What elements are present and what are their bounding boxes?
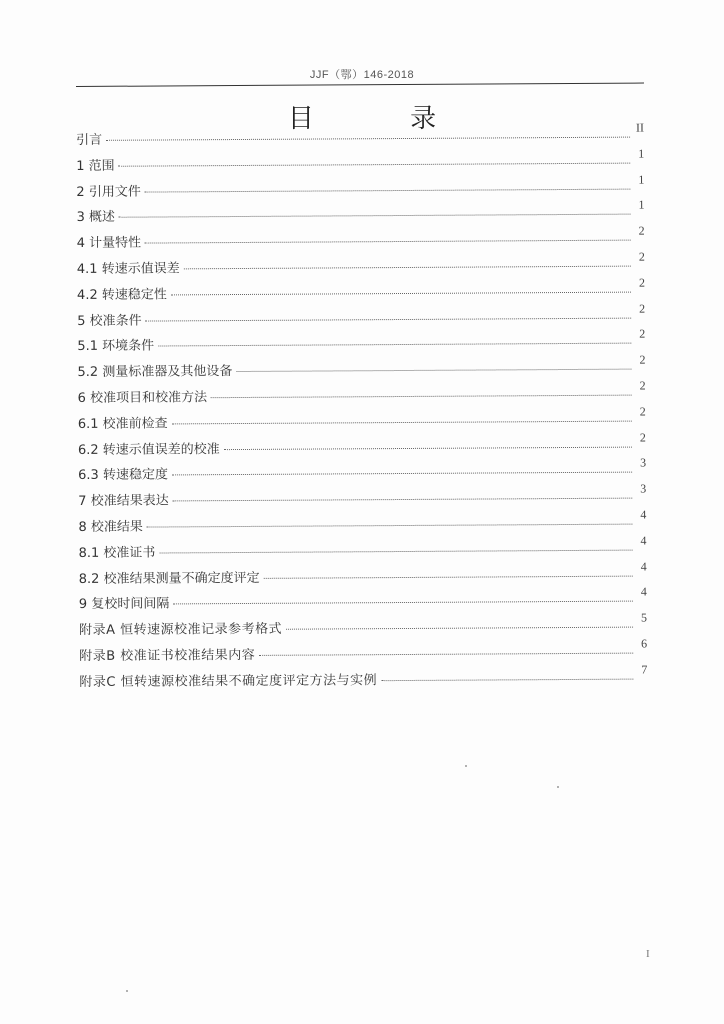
toc-entry-label: 2 引用文件 bbox=[76, 184, 141, 200]
dot-leader bbox=[173, 498, 633, 502]
toc-entry[interactable] bbox=[78, 481, 647, 515]
toc-entry[interactable] bbox=[76, 275, 645, 308]
toc-entry[interactable] bbox=[76, 249, 645, 283]
toc-entry[interactable] bbox=[77, 430, 646, 463]
dot-leader bbox=[286, 627, 633, 630]
toc-entry-page: 5 bbox=[640, 610, 648, 625]
toc-entry-page: 1 bbox=[638, 172, 645, 187]
toc-entry-label: 3 概述 bbox=[76, 210, 116, 226]
toc-entry-page: 4 bbox=[640, 559, 647, 574]
toc-entry-label: 4.2 转速稳定性 bbox=[76, 287, 167, 303]
toc-entry-label: 9 复校时间间隔 bbox=[78, 596, 170, 613]
toc-entry-label: 7 校准结果表达 bbox=[78, 493, 169, 510]
toc-entry-page: 2 bbox=[638, 249, 645, 264]
toc-entry-label: 6 校准项目和校准方法 bbox=[77, 390, 208, 406]
footer-page-number: I bbox=[646, 948, 650, 960]
toc-entry-label: 8.1 校准证书 bbox=[78, 545, 156, 561]
toc-entry-page: 2 bbox=[639, 326, 646, 341]
dot-leader bbox=[146, 317, 632, 321]
toc-entry-label: 5 校准条件 bbox=[77, 313, 142, 329]
toc-entry[interactable] bbox=[77, 352, 646, 386]
scan-speck bbox=[126, 990, 128, 992]
toc-entry-page: 2 bbox=[639, 378, 646, 393]
toc-entry-label: 8.2 校准结果测量不确定度评定 bbox=[78, 570, 260, 587]
dot-leader bbox=[381, 678, 633, 681]
dot-leader bbox=[259, 653, 633, 656]
toc-entry-label: 附录C 恒转速源校准结果不确定度评定方法与实例 bbox=[79, 672, 378, 690]
dot-leader bbox=[224, 446, 632, 449]
dot-leader bbox=[211, 395, 632, 399]
toc-entry[interactable] bbox=[77, 404, 646, 437]
toc-entry[interactable] bbox=[78, 455, 647, 489]
toc-entry[interactable] bbox=[78, 533, 647, 566]
toc-entry[interactable] bbox=[76, 223, 645, 257]
toc-entry[interactable] bbox=[76, 120, 645, 154]
dot-leader bbox=[145, 188, 631, 192]
toc-entry-label: 4 计量特性 bbox=[76, 235, 142, 252]
toc-entry[interactable] bbox=[76, 172, 645, 205]
toc-entry-label: 4.1 转速示值误差 bbox=[76, 261, 180, 277]
toc-entry-page: 4 bbox=[640, 507, 647, 522]
toc-entry-page: II bbox=[635, 120, 645, 135]
scan-speck bbox=[465, 765, 467, 767]
header-rule bbox=[76, 83, 644, 87]
toc-entry[interactable] bbox=[77, 378, 646, 411]
toc-entry-page: 3 bbox=[640, 455, 647, 470]
running-header: JJF（鄂）146-2018 bbox=[309, 69, 415, 81]
toc-entry-page: 2 bbox=[638, 223, 645, 238]
toc-entry-label: 附录A 恒转速源校准记录参考格式 bbox=[79, 621, 283, 639]
toc-entry-page: 6 bbox=[641, 636, 648, 651]
toc-entry-page: 4 bbox=[640, 584, 647, 599]
dot-leader bbox=[172, 472, 632, 476]
toc-entry-label: 附录B 校准证书校准结果内容 bbox=[79, 647, 256, 664]
dot-leader bbox=[158, 343, 631, 347]
toc-entry[interactable] bbox=[76, 197, 645, 231]
toc-entry-page: 1 bbox=[638, 197, 645, 212]
toc-entry-page: 2 bbox=[639, 352, 646, 367]
toc-entry-label: 6.1 校准前检查 bbox=[77, 416, 168, 432]
dot-leader bbox=[119, 214, 631, 218]
dot-leader bbox=[173, 601, 633, 605]
toc-entry[interactable] bbox=[77, 326, 646, 360]
dot-leader bbox=[106, 137, 630, 141]
dot-leader bbox=[236, 369, 631, 372]
dot-leader bbox=[172, 420, 632, 424]
dot-leader bbox=[171, 291, 631, 295]
table-of-contents bbox=[76, 120, 648, 696]
toc-entry[interactable] bbox=[79, 610, 648, 644]
toc-entry-page: 2 bbox=[639, 404, 646, 419]
toc-entry[interactable] bbox=[76, 146, 645, 179]
toc-entry-label: 引言 bbox=[76, 132, 103, 148]
toc-entry-page: 2 bbox=[638, 275, 645, 290]
toc-title: 目 录 bbox=[287, 104, 481, 134]
toc-entry-page: 4 bbox=[640, 533, 647, 548]
dot-leader bbox=[159, 549, 632, 553]
toc-entry-label: 6.2 转速示值误差的校准 bbox=[77, 441, 220, 458]
toc-entry-page: 7 bbox=[641, 662, 648, 677]
toc-entry-label: 5.2 测量标准器及其他设备 bbox=[77, 364, 233, 381]
toc-entry-label: 8 校准结果 bbox=[78, 519, 143, 535]
dot-leader bbox=[145, 240, 631, 244]
toc-entry-label: 1 范围 bbox=[76, 158, 115, 174]
toc-entry-page: 2 bbox=[639, 301, 646, 316]
toc-entry[interactable] bbox=[78, 507, 647, 540]
dot-leader bbox=[264, 575, 633, 578]
scan-speck bbox=[557, 786, 559, 788]
toc-entry-label: 6.3 转速稳定度 bbox=[78, 467, 168, 484]
toc-entry-page: 3 bbox=[640, 481, 647, 496]
toc-entry[interactable] bbox=[77, 301, 646, 334]
dot-leader bbox=[184, 266, 631, 270]
toc-entry[interactable] bbox=[79, 636, 648, 669]
toc-entry[interactable] bbox=[79, 662, 648, 695]
dot-leader bbox=[119, 162, 631, 166]
toc-entry[interactable] bbox=[78, 559, 647, 592]
toc-entry-page: 1 bbox=[638, 146, 645, 161]
toc-entry-label: 5.1 环境条件 bbox=[77, 338, 155, 355]
toc-entry-page: 2 bbox=[639, 430, 646, 445]
toc-entry[interactable] bbox=[78, 584, 647, 618]
dot-leader bbox=[147, 524, 633, 528]
